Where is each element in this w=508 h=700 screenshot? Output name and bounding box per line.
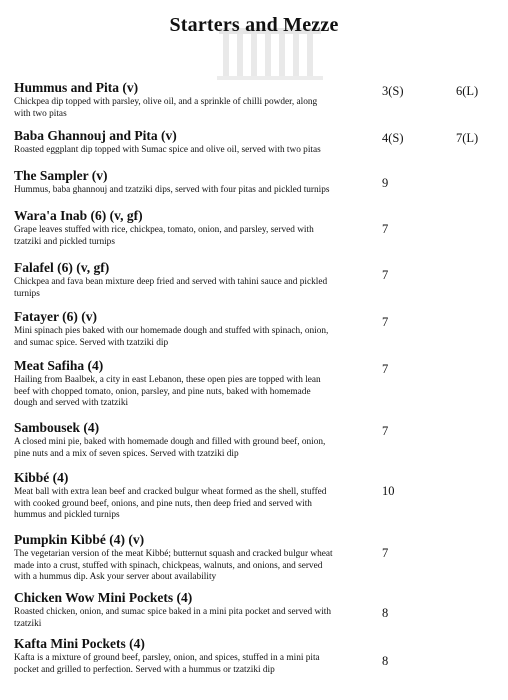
menu-item-waraa-inab <box>14 208 494 248</box>
item-price: 7 <box>382 315 389 329</box>
item-price: 7 <box>382 268 389 282</box>
item-description: Kafta is a mixture of ground beef, parsley, onion, and spices, stuffed in a mini pita pocket and grilled to perfection. Served with a hummus or tzatziki dip <box>14 653 320 675</box>
item-name: Kibbé (4) <box>14 470 69 485</box>
menu-item-sampler <box>14 168 494 197</box>
menu-item-hummus <box>14 80 494 120</box>
item-price-large: 6(L) <box>456 84 479 98</box>
item-name: Sambousek (4) <box>14 420 100 435</box>
item-name: Pumpkin Kibbé (4) (v) <box>14 532 145 547</box>
item-description: The vegetarian version of the meat Kibbé; butternut squash and cracked bulgur wheat made into a crust, stuffed with spinach, chickpeas, walnuts, and onions, and served with a hummus dip. Ask your server about availability <box>14 549 333 582</box>
item-name: Chicken Wow Mini Pockets (4) <box>14 590 193 605</box>
item-name: Meat Safiha (4) <box>14 358 104 373</box>
menu-item-falafel <box>14 260 494 300</box>
item-name: Hummus and Pita (v) <box>14 80 139 95</box>
menu-item-pumpkin-kibbe <box>14 532 494 584</box>
item-price: 8 <box>382 654 389 668</box>
menu-item-chicken-wow <box>14 590 494 630</box>
item-price: 7 <box>382 424 389 438</box>
item-price: 10 <box>382 484 395 498</box>
item-price-small: 3(S) <box>382 84 404 98</box>
menu-item-baba-ghannouj <box>14 128 494 157</box>
menu-item-sambousek <box>14 420 494 460</box>
item-description: A closed mini pie, baked with homemade dough and filled with ground beef, onion, pine nuts and a mix of seven spices. Served with tzatziki dip <box>14 437 326 459</box>
item-description: Roasted eggplant dip topped with Sumac spice and olive oil, served with two pitas <box>14 145 321 155</box>
item-name: Baba Ghannouj and Pita (v) <box>14 128 177 143</box>
item-price-large: 7(L) <box>456 131 479 145</box>
page-title: Starters and Mezze <box>169 14 339 36</box>
item-price-small: 4(S) <box>382 131 404 145</box>
item-name: Fatayer (6) (v) <box>14 309 97 324</box>
item-price: 9 <box>382 176 389 190</box>
item-description: Hailing from Baalbek, a city in east Lebanon, these open pies are topped with lean beef with chopped tomato, onion, parsley, and pine nuts, baked with homemade dough and served with tzatziki <box>14 375 321 408</box>
item-name: Wara'a Inab (6) (v, gf) <box>14 208 143 223</box>
item-description: Roasted chicken, onion, and sumac spice baked in a mini pita pocket and served with tzatziki <box>14 607 332 629</box>
item-price: 7 <box>382 222 389 236</box>
item-description: Hummus, baba ghannouj and tzatziki dips, served with four pitas and pickled turnips <box>14 185 330 195</box>
menu-item-meat-safiha <box>14 358 494 410</box>
menu-item-kibbe <box>14 470 494 522</box>
item-description: Chickpea dip topped with parsley, olive oil, and a sprinkle of chilli powder, along with two pitas <box>14 97 318 119</box>
menu-item-kafta-pockets <box>14 636 494 676</box>
item-description: Meat ball with extra lean beef and cracked bulgur wheat formed as the shell, stuffed with cooked ground beef, onions, and pine nuts, then deep fried and served with hummus and pickled turnips <box>14 487 327 520</box>
item-description: Mini spinach pies baked with our homemade dough and stuffed with spinach, onion, and sumac spice. Served with tzatziki dip <box>14 326 329 348</box>
item-name: The Sampler (v) <box>14 168 108 183</box>
item-price: 8 <box>382 606 389 620</box>
item-price: 7 <box>382 362 389 376</box>
item-description: Grape leaves stuffed with rice, chickpea, tomato, onion, and parsley, served with tzatziki and pickled turnips <box>14 225 314 247</box>
menu-item-fatayer <box>14 309 494 349</box>
item-price: 7 <box>382 546 389 560</box>
item-name: Falafel (6) (v, gf) <box>14 260 110 275</box>
item-name: Kafta Mini Pockets (4) <box>14 636 145 651</box>
item-description: Chickpea and fava bean mixture deep fried and served with tahini sauce and pickled turnips <box>14 277 328 299</box>
